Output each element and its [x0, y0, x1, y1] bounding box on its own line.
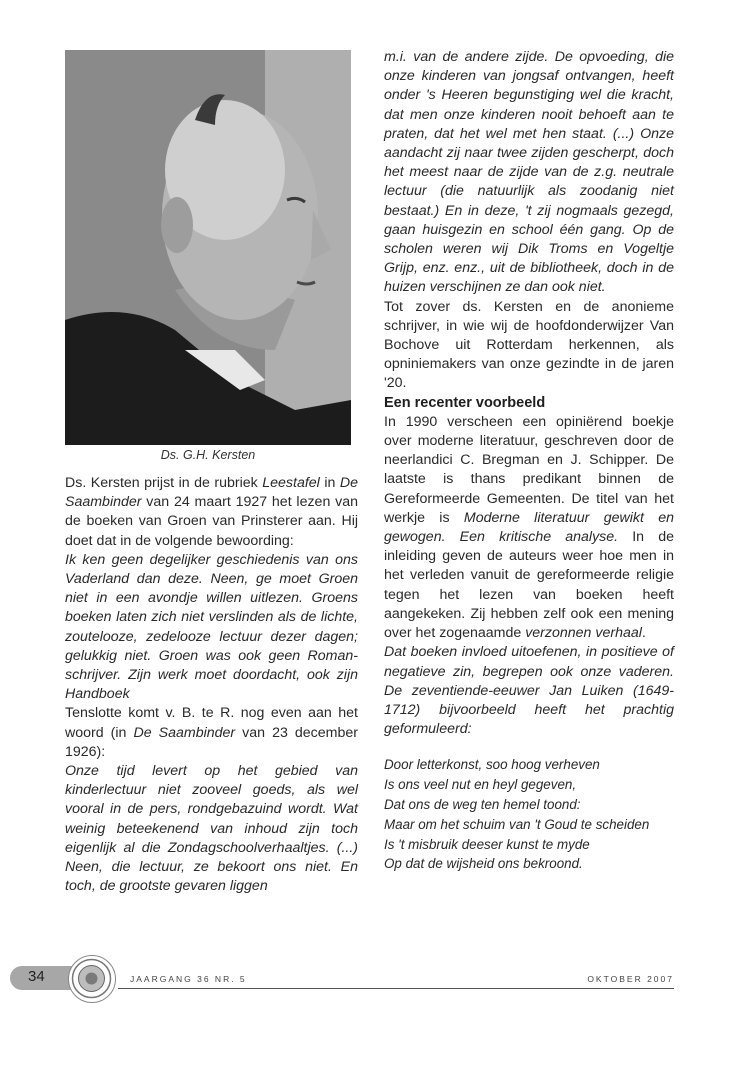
- poem: [384, 755, 674, 874]
- seal-logo-icon: [68, 955, 116, 1003]
- portrait-illustration: [65, 50, 351, 445]
- seal-graphic: [69, 956, 114, 1001]
- text-span-italic: De Saambinder: [65, 475, 358, 511]
- poem-line: Dat ons de weg ten hemel toond:: [384, 796, 581, 812]
- poem-line: Door letterkonst, soo hoog verheven: [384, 757, 600, 773]
- footer-date: OKTOBER 2007: [587, 974, 674, 984]
- page-number: 34: [28, 968, 45, 985]
- footer-divider: [118, 988, 674, 989]
- footer-volume-issue: JAARGANG 36 NR. 5: [130, 974, 247, 984]
- paragraph-tenslotte: [65, 704, 358, 762]
- text-span: .: [641, 625, 646, 642]
- text-span: in: [319, 475, 340, 491]
- text-span: In de inleiding geven de auteurs weer hoe men in het verleden vanuit de gereformeerde religie tegen het lezen van boeken heeft aangekeken. Zij hebben zelf ook een mening over het zogenaamde: [384, 529, 674, 642]
- text-span-italic: verzonnen verhaal: [525, 625, 642, 642]
- right-column: [384, 48, 674, 874]
- quote-luiken: Dat boeken invloed uitoefenen, in positieve of negatieve zin, begrepen ook onze vaderen. De zeventiende-eeuwer Jan Luiken (1649-1712) bijvoorbeeld heeft het prachtig geformuleerd:: [384, 644, 674, 738]
- paragraph-1990: [384, 413, 674, 643]
- poem-line: Op dat de wijsheid ons bekroond.: [384, 856, 583, 872]
- poem-line: Maar om het schuim van 't Goud te scheiden: [384, 816, 650, 832]
- paragraph-intro: [65, 474, 358, 551]
- text-span: van 23 december 1926):: [65, 724, 358, 760]
- text-span-italic: Moderne literatuur gewikt en gewogen. Een kritische analyse.: [384, 509, 674, 546]
- poem-line: Is ons veel nut en heyl gegeven,: [384, 777, 577, 793]
- text-span: Ds. Kersten prijst in de rubriek: [65, 475, 263, 491]
- photo-caption: Ds. G.H. Kersten: [160, 448, 256, 462]
- paragraph-tot-zover: Tot zover ds. Kersten en de anonieme schrijver, in wie wij de hoofdonderwijzer Van Bochove uit Rotterdam herkennen, als opniniemakers van onze gezindte in de jaren '20.: [384, 298, 674, 392]
- left-column: [65, 474, 358, 896]
- text-span: Tenslotte komt v. B. te R. nog even aan het woord (in: [65, 705, 358, 741]
- section-heading: Een recenter voorbeeld: [384, 394, 546, 411]
- quote-continued: m.i. van de andere zijde. De opvoeding, die onze kinderen van jongsaf ontvangen, heeft onder 's Heeren begunstiging wel die kracht, dat men onze kinderen nooit behoeft aan te praten, dat het wel met hen staat. (...) Onze aandacht zij naar twee zijden gescherpt, doch het meest naar de zijde van de z.g. neutrale lectuur (die natuurlijk als zoodanig niet bestaat.) En in deze, 't zij nogmaals gezegd, gaan huisgezin en school één gang. Op de scholen weren wij Dik Troms en Vogeltje Grijp, enz. enz., uit de bibliotheek, doch in de huizen verschijnen ze dan ook niet.: [384, 49, 674, 296]
- poem-line: Is 't misbruik deeser kunst te myde: [384, 836, 590, 852]
- quote-groen: Ik ken geen degelijker geschiedenis van ons Vaderland dan deze. Neen, ge moet Groen niet in een avondje willen uitlezen. Groens boeken laten zich niet verslinden als de lichte, zoutelooze, zedelooze lectuur dezer dagen; gelukkig niet. Groen was ook geen Roman-schrijver. Zijn werk moet doordacht, ook zijn Handboek: [65, 551, 358, 703]
- text-span: van 24 maart 1927 het lezen van de boeken van Groen van Prinsterer aan. Hij doet dat in de volgende bewoording:: [65, 494, 358, 549]
- portrait-photo: [65, 50, 351, 445]
- text-span: In 1990 verscheen een opiniërend boekje over moderne literatuur, geschreven door de neerlandici C. Bregman en J. Schipper. De laatste is thans predikant binnen de Gereformeerde Gemeenten. De titel van het werkje is: [384, 413, 674, 526]
- quote-kinderlectuur: Onze tijd levert op het gebied van kinderlectuur niet zooveel goeds, als wel vooral in de pers, rondgebazuind wordt. Wat weinig beteekenend van inhoud zijn toch eigenlijk al die Zondagschoolverhaaltjes. (...) Neen, die lectuur, ze bekoort ons niet. En toch, de grootste gevaren liggen: [65, 763, 358, 895]
- text-span-italic: Leestafel: [262, 475, 320, 491]
- text-span-italic: De Saambinder: [133, 724, 236, 741]
